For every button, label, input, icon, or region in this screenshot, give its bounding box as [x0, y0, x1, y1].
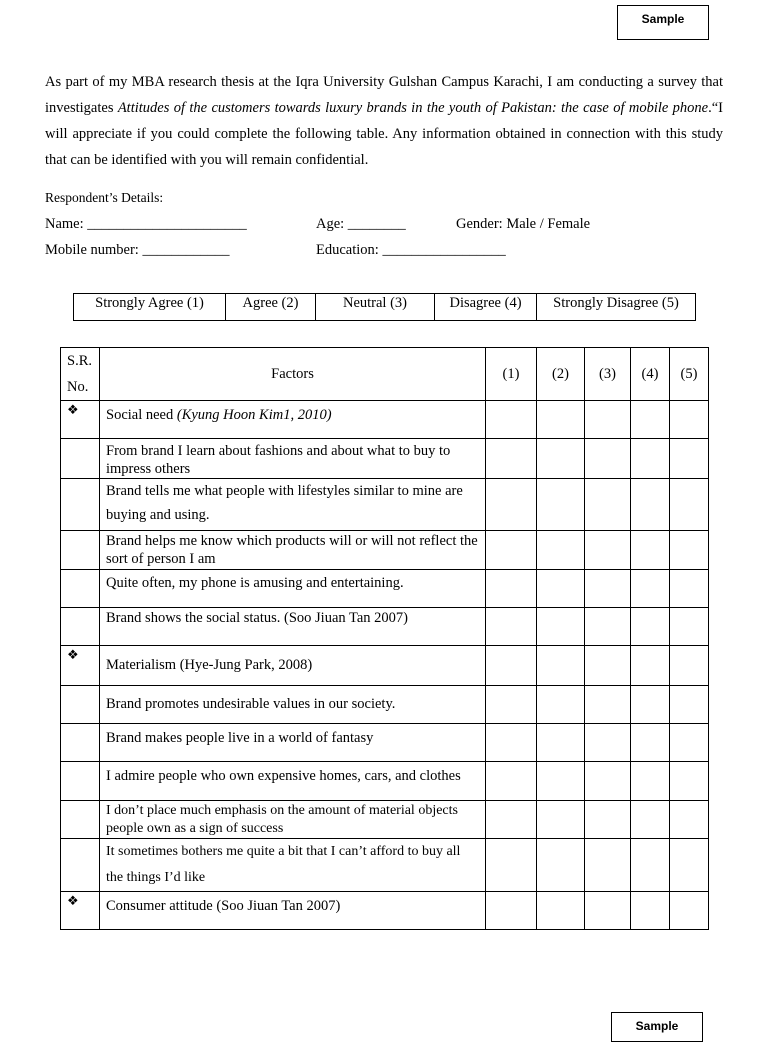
- table-row: [61, 724, 709, 762]
- intro-text-1: As part of my MBA research thesis at the Iqra University Gulshan Campus Karachi, I am conducting a survey that investigates: [45, 74, 723, 116]
- section-title-materialism: Materialism (Hye-Jung Park, 2008): [100, 646, 486, 686]
- diamond-bullet-icon: ❖: [67, 648, 79, 663]
- rating-cell[interactable]: [670, 762, 709, 801]
- diamond-bullet-icon: ❖: [67, 403, 79, 418]
- rating-cell[interactable]: [670, 570, 709, 608]
- rating-cell[interactable]: [486, 531, 537, 570]
- rating-cell[interactable]: [537, 839, 585, 892]
- col-header-3: (3): [585, 348, 631, 401]
- rating-cell[interactable]: [585, 646, 631, 686]
- rating-cell[interactable]: [486, 892, 537, 930]
- rating-cell[interactable]: [585, 762, 631, 801]
- rating-cell[interactable]: [631, 839, 670, 892]
- factor-text: Brand shows the social status. (Soo Jiuan Tan 2007): [100, 608, 486, 646]
- rating-cell[interactable]: [631, 439, 670, 479]
- rating-cell[interactable]: [585, 401, 631, 439]
- rating-cell[interactable]: [631, 401, 670, 439]
- rating-cell[interactable]: [486, 570, 537, 608]
- rating-cell[interactable]: [537, 531, 585, 570]
- mobile-field[interactable]: Mobile number: ____________: [45, 242, 230, 258]
- rating-cell[interactable]: [486, 762, 537, 801]
- col-header-1: (1): [486, 348, 537, 401]
- rating-cell[interactable]: [670, 479, 709, 531]
- rating-cell[interactable]: [486, 801, 537, 839]
- rating-cell[interactable]: [585, 801, 631, 839]
- rating-cell[interactable]: [631, 801, 670, 839]
- intro-paragraph: [45, 69, 723, 173]
- table-row: [61, 839, 709, 892]
- rating-cell[interactable]: [585, 479, 631, 531]
- name-field[interactable]: Name: ______________________: [45, 216, 247, 232]
- table-row: [61, 479, 709, 531]
- rating-cell[interactable]: [537, 646, 585, 686]
- table-row: [61, 762, 709, 801]
- rating-cell[interactable]: [585, 892, 631, 930]
- study-title: Attitudes of the customers towards luxury brands in the youth of Pakistan: the case of mobile phone: [117, 100, 709, 116]
- rating-cell[interactable]: [670, 401, 709, 439]
- rating-cell[interactable]: [585, 686, 631, 724]
- factor-text: Brand promotes undesirable values in our society.: [100, 686, 486, 724]
- rating-cell[interactable]: [537, 570, 585, 608]
- rating-cell[interactable]: [670, 531, 709, 570]
- section-row: [61, 646, 709, 686]
- col-header-5: (5): [670, 348, 709, 401]
- col-header-4: (4): [631, 348, 670, 401]
- table-row: [61, 570, 709, 608]
- section-row: [61, 401, 709, 439]
- table-row: [61, 531, 709, 570]
- rating-cell[interactable]: [631, 479, 670, 531]
- factor-text: From brand I learn about fashions and about what to buy to impress others: [100, 439, 486, 479]
- scale-disagree: Disagree (4): [435, 294, 537, 321]
- rating-cell[interactable]: [537, 686, 585, 724]
- rating-cell[interactable]: [537, 892, 585, 930]
- rating-cell[interactable]: [585, 531, 631, 570]
- rating-cell[interactable]: [486, 686, 537, 724]
- factor-text: I admire people who own expensive homes, cars, and clothes: [100, 762, 486, 801]
- rating-cell[interactable]: [631, 531, 670, 570]
- table-row: [61, 608, 709, 646]
- rating-cell[interactable]: [670, 801, 709, 839]
- rating-cell[interactable]: [486, 646, 537, 686]
- rating-cell[interactable]: [537, 608, 585, 646]
- factor-text: Brand helps me know which products will or will not reflect the sort of person I am: [100, 531, 486, 570]
- table-row: [61, 686, 709, 724]
- scale-agree: Agree (2): [226, 294, 316, 321]
- section-title-social-need: Social need (Kyung Hoon Kim1, 2010): [100, 401, 486, 439]
- table-header-row: [61, 348, 709, 401]
- rating-cell[interactable]: [486, 608, 537, 646]
- factor-text: Brand tells me what people with lifestyles similar to mine are buying and using.: [100, 479, 486, 531]
- table-row: [61, 801, 709, 839]
- rating-cell[interactable]: [631, 892, 670, 930]
- scale-strongly-agree: Strongly Agree (1): [74, 294, 226, 321]
- rating-cell[interactable]: [585, 839, 631, 892]
- rating-cell[interactable]: [631, 646, 670, 686]
- age-field[interactable]: Age: ________: [316, 216, 406, 232]
- survey-table: [60, 347, 709, 930]
- section-title-consumer-attitude: Consumer attitude (Soo Jiuan Tan 2007): [100, 892, 486, 930]
- factors-header: Factors: [100, 348, 486, 401]
- rating-cell[interactable]: [670, 839, 709, 892]
- rating-cell[interactable]: [486, 401, 537, 439]
- scale-strongly-disagree: Strongly Disagree (5): [537, 294, 696, 321]
- rating-cell[interactable]: [585, 439, 631, 479]
- gender-field[interactable]: Gender: Male / Female: [456, 216, 591, 232]
- scale-neutral: Neutral (3): [316, 294, 435, 321]
- education-field[interactable]: Education: _________________: [316, 242, 506, 258]
- respondent-heading: Respondent’s Details:: [45, 190, 164, 205]
- rating-cell[interactable]: [537, 801, 585, 839]
- sample-label-top: Sample: [617, 5, 709, 40]
- rating-cell[interactable]: [670, 646, 709, 686]
- rating-cell[interactable]: [537, 724, 585, 762]
- factor-text: Brand makes people live in a world of fantasy: [100, 724, 486, 762]
- factor-text: I don’t place much emphasis on the amount of material objects people own as a sign of success: [100, 801, 486, 839]
- col-header-2: (2): [537, 348, 585, 401]
- rating-cell[interactable]: [631, 608, 670, 646]
- intro-text-2: .“I will appreciate if you could complete the following table. Any information obtained in connection with this study that can be identified with you will remain confidential.: [45, 100, 723, 168]
- sr-no-header: S.R. No.: [61, 348, 100, 401]
- rating-cell[interactable]: [670, 439, 709, 479]
- rating-cell[interactable]: [670, 608, 709, 646]
- rating-cell[interactable]: [631, 762, 670, 801]
- rating-cell[interactable]: [537, 401, 585, 439]
- rating-cell[interactable]: [670, 724, 709, 762]
- rating-cell[interactable]: [631, 686, 670, 724]
- rating-cell[interactable]: [537, 439, 585, 479]
- factor-text: It sometimes bothers me quite a bit that I can’t afford to buy all the things I’d like: [100, 839, 486, 892]
- rating-cell[interactable]: [486, 839, 537, 892]
- diamond-bullet-icon: ❖: [67, 894, 79, 909]
- rating-cell[interactable]: [670, 686, 709, 724]
- rating-cell[interactable]: [670, 892, 709, 930]
- rating-cell[interactable]: [585, 570, 631, 608]
- rating-cell[interactable]: [486, 439, 537, 479]
- factor-text: Quite often, my phone is amusing and entertaining.: [100, 570, 486, 608]
- rating-cell[interactable]: [537, 479, 585, 531]
- rating-scale-legend: [73, 293, 696, 321]
- rating-cell[interactable]: [631, 724, 670, 762]
- rating-cell[interactable]: [585, 608, 631, 646]
- rating-cell[interactable]: [631, 570, 670, 608]
- table-row: [61, 439, 709, 479]
- rating-cell[interactable]: [537, 762, 585, 801]
- rating-cell[interactable]: [486, 724, 537, 762]
- rating-cell[interactable]: [585, 724, 631, 762]
- section-row: [61, 892, 709, 930]
- rating-cell[interactable]: [486, 479, 537, 531]
- sample-label-bottom: Sample: [611, 1012, 703, 1042]
